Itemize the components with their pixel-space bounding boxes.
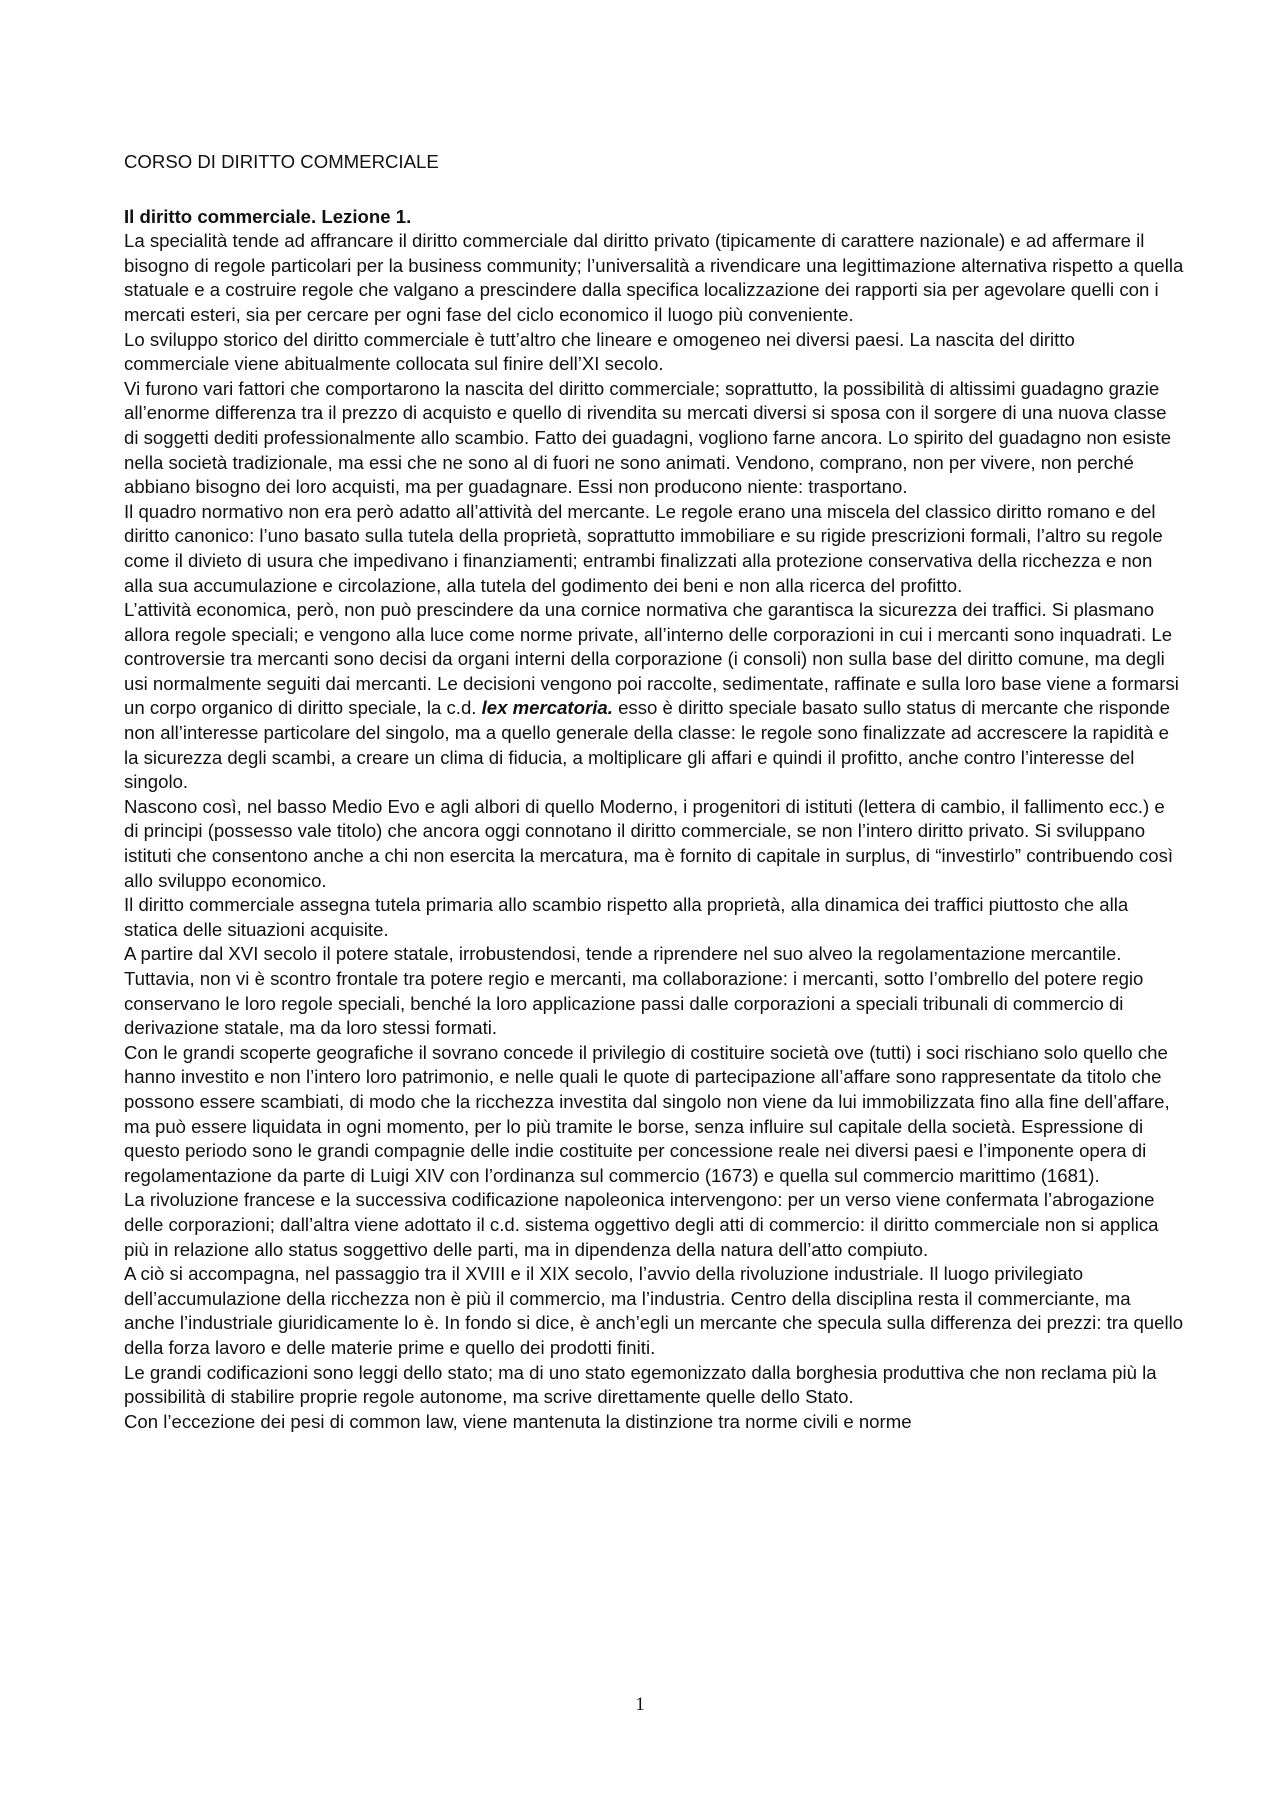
paragraph-rivoluzione-francese: La rivoluzione francese e la successiva codificazione napoleonica intervengono: per un verso viene confermata l’abrogazione delle corporazioni; dall’altra viene adottato il c.d. sistema oggettivo degli atti di commercio: il diritto commerciale non si applica più in relazione allo status soggettivo delle parti, ma in dipendenza della natura dell’atto compiuto. (124, 1189, 1159, 1260)
paragraph-sviluppo-storico: Lo sviluppo storico del diritto commerciale è tutt’altro che lineare e omogeneo nei diversi paesi. La nascita del diritto commerciale viene abitualmente collocata sul finire dell’XI secolo. (124, 328, 1075, 375)
paragraph-grandi-codificazioni: Le grandi codificazioni sono leggi dello stato; ma di uno stato egemonizzato dalla borghesia produttiva che non reclama più la possibilità di stabilire proprie regole autonome, ma scrive direttamente quelle dello Stato. (124, 1361, 1157, 1408)
paragraph-rivoluzione-industriale: A ciò si accompagna, nel passaggio tra il XVIII e il XIX secolo, l’avvio della rivoluzione industriale. Il luogo privilegiato dell’accumulazione della ricchezza non è più il commercio, ma l’industria. Centro della disciplina resta il commerciante, ma anche l’industriale giuridicamente lo è. In fondo si dice, è anch’egli un mercante che specula sulla differenza dei prezzi: tra quello della forza lavoro e delle materie prime e quello dei prodotti finiti. (124, 1263, 1184, 1358)
paragraph-fattori-nascita: Vi furono vari fattori che comportarono la nascita del diritto commerciale; soprattutto, la possibilità di altissimi guadagno grazie all’enorme differenza tra il prezzo di acquisto e quello di rivendita su mercati diversi si sposa con il sorgere di una nuova classe di soggetti dediti professionalmente allo scambio. Fatto dei guadagni, vogliono farne ancora. Lo spirito del guadagno non esiste nella società tradizionale, ma essi che ne sono al di fuori ne sono animati. Vendono, comprano, non per vivere, non perché abbiano bisogno dei loro acquisti, ma per guadagnare. Essi non producono niente: trasportano. (124, 377, 1172, 498)
lex-mercatoria-term: lex mercatoria. (481, 697, 613, 719)
lesson-heading: Il diritto commerciale. Lezione 1. (124, 205, 412, 227)
lex-paragraph-after: esso è diritto speciale basato sullo status di mercante che risponde non all’interesse particolare del singolo, ma a quello generale della classe: le regole sono finalizzate ad accrescere la rapidità e la sicurezza degli scambi, a creare un clima di fiducia, a moltiplicare gli affari e quindi il profitto, anche contro l’interesse del singolo. (124, 697, 1170, 793)
paragraph-scoperte-geografiche: Con le grandi scoperte geografiche il sovrano concede il privilegio di costituire società ove (tutti) i soci rischiano solo quello che hanno investito e non l’intero loro patrimonio, e nelle quali le quote di partecipazione all’affare sono rappresentate da titolo che possono essere scambiati, di modo che la ricchezza investita dal singolo non viene da lui immobilizzata fino alla fine dell’affare, ma può essere liquidata in ogni momento, per lo più tramite le borse, senza influire sul capitale della società. Espressione di questo periodo sono le grandi compagnie delle indie costituite per concessione reale nei diversi paesi e l’imponente opera di regolamentazione da parte di Luigi XIV con l’ordinanza sul commercio (1673) e quella sul commercio marittimo (1681). (124, 1041, 1170, 1186)
paragraph-lex-mercatoria (124, 598, 1184, 795)
paragraph-quadro-normativo: Il quadro normativo non era però adatto all’attività del mercante. Le regole erano una miscela del classico diritto romano e del diritto canonico: l’uno basato sulla tutela della proprietà, soprattutto immobiliare e su rigide prescrizioni formali, l’altro su regole come il divieto di usura che impedivano i finanziamenti; entrambi finalizzati alla protezione conservativa della ricchezza e non alla sua accumulazione e circolazione, alla tutela del godimento dei beni e non alla ricerca del profitto. (124, 500, 1163, 596)
paragraph-xvi-secolo: A partire dal XVI secolo il potere statale, irrobustendosi, tende a riprendere nel suo alveo la regolamentazione mercantile. Tuttavia, non vi è scontro frontale tra potere regio e mercanti, ma collaborazione: i mercanti, sotto l’ombrello del potere regio conservano le loro regole speciali, benché la loro applicazione passi dalle corporazioni a speciali tribunali di commercio di derivazione statale, ma da loro stessi formati. (124, 943, 1144, 1039)
page-number: 1 (635, 1694, 645, 1715)
document-title: CORSO DI DIRITTO COMMERCIALE (124, 151, 439, 172)
document-body (124, 150, 1184, 1434)
paragraph-common-law: Con l’eccezione dei pesi di common law, viene mantenuta la distinzione tra norme civili e norme (124, 1410, 912, 1432)
lex-paragraph-before: L’attività economica, però, non può prescindere da una cornice normativa che garantisca la sicurezza dei traffici. Si plasmano allora regole speciali; e vengono alla luce come norme private, all’interno delle corporazioni in cui i mercanti sono inquadrati. Le controversie tra mercanti sono decisi da organi interni della corporazione (i consoli) non sulla base del diritto comune, ma degli usi normalmente seguiti dai mercanti. Le decisioni vengono poi raccolte, sedimentate, raffinate e sulla loro base viene a formarsi un corpo organico di diritto speciale, la c.d. (124, 599, 1179, 719)
paragraph-specialita: La specialità tende ad affrancare il diritto commerciale dal diritto privato (tipicamente di carattere nazionale) e ad affermare il bisogno di regole particolari per la business community; l’universalità a rivendicare una legittimazione alternativa rispetto a quella statuale e a costruire regole che valgano a prescindere dalla specifica localizzazione dei rapporti sia per agevolare quelli con i mercati esteri, sia per cercare per ogni fase del ciclo economico il luogo più conveniente. (124, 230, 1184, 325)
paragraph-tutela-scambio: Il diritto commerciale assegna tutela primaria allo scambio rispetto alla proprietà, alla dinamica dei traffici piuttosto che alla statica delle situazioni acquisite. (124, 894, 1129, 940)
paragraph-medio-evo: Nascono così, nel basso Medio Evo e agli albori di quello Moderno, i progenitori di istituti (lettera di cambio, il fallimento ecc.) e di principi (possesso vale titolo) che ancora oggi connotano il diritto commerciale, se non l’intero diritto privato. Si sviluppano istituti che consentono anche a chi non esercita la mercatura, ma è fornito di capitale in surplus, di “investirlo” contribuendo così allo sviluppo economico. (124, 795, 1174, 891)
